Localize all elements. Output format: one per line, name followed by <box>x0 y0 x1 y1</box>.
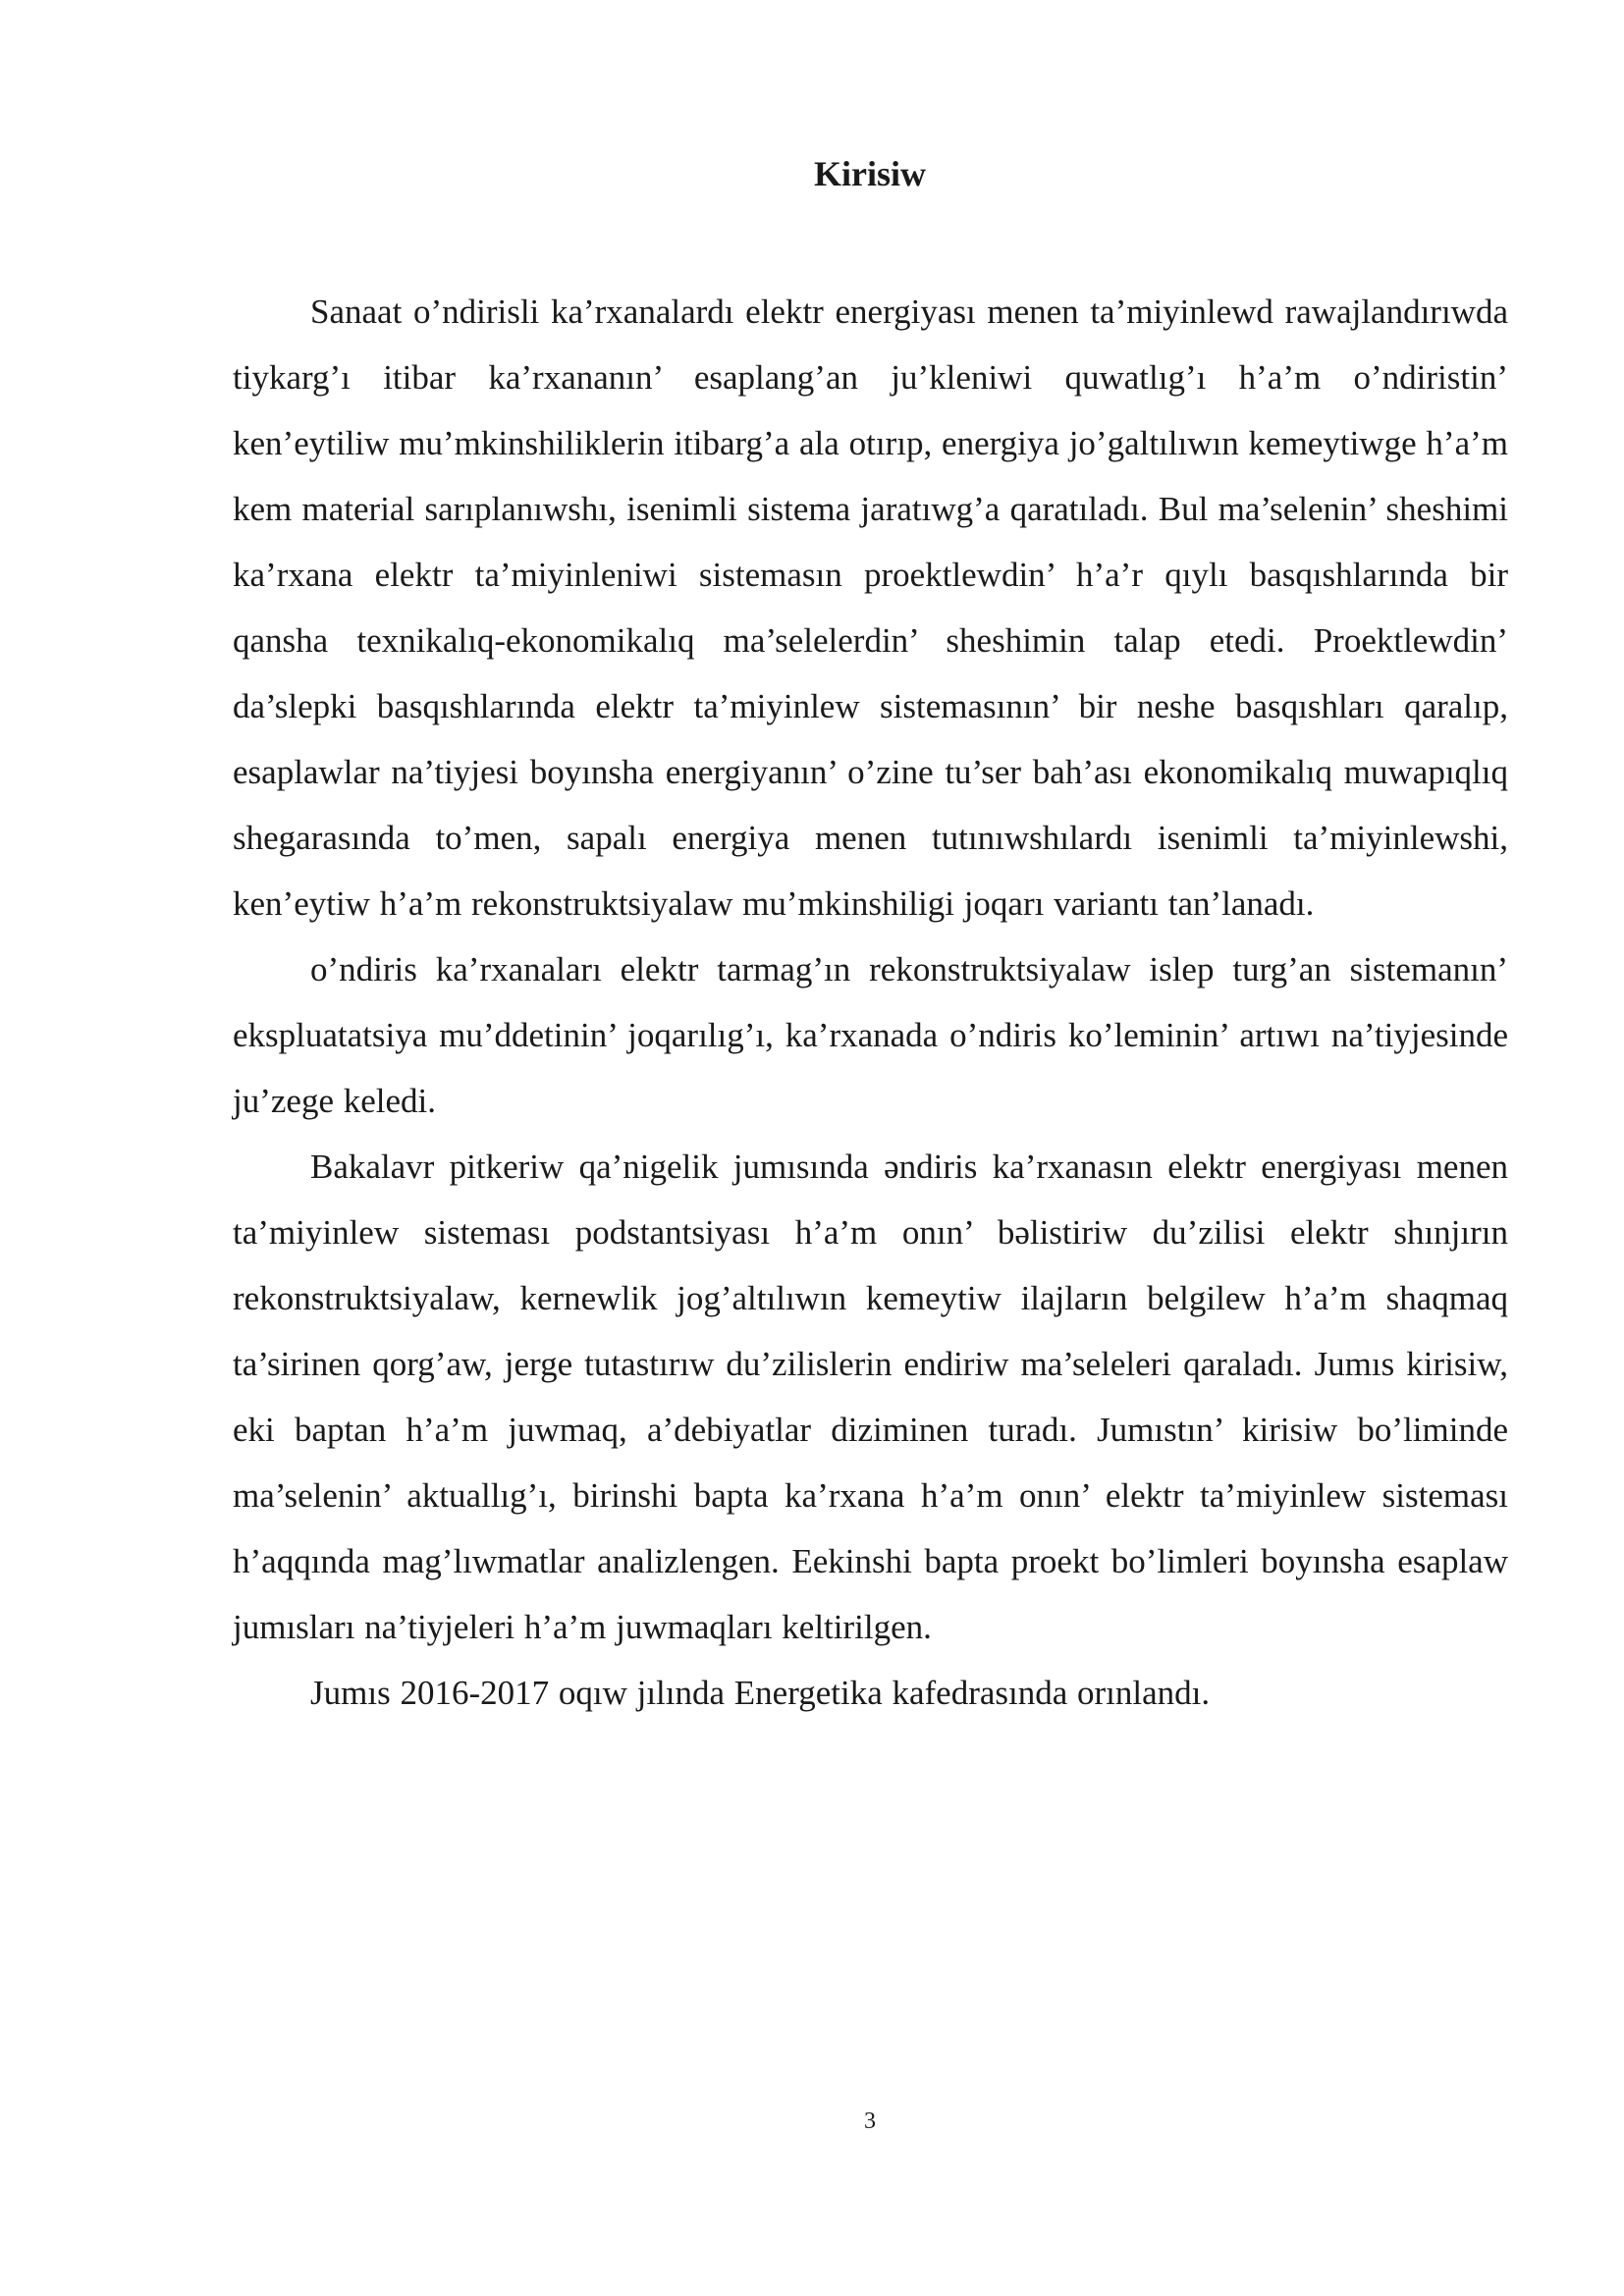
page-title: Kirisiw <box>814 154 926 193</box>
paragraph-3: Bakalavr pitkeriw qa’nigelik jumısında əndiris ka’rxanasın elektr energiyası menen ta’miyinlew sisteması podstantsiyası h’a’m onın’ bəlistiriw du’zilisi elektr shınjırın rekonstruktsiyalaw, kernewlik jog’altılıwın kemeytiw ilajların belgilew h’a’m shaqmaq ta’sirinen qorg’aw, jerge tutastırıw du’zilislerin endiriw ma’seleleri qaraladı. Jumıs kirisiw, eki baptan h’a’m juwmaq, a’debiyatlar diziminen turadı. Jumıstın’ kirisiw bo’liminde ma’selenin’ aktuallıg’ı, birinshi bapta ka’rxana h’a’m onın’ elektr ta’miyinlew sisteması h’aqqında mag’lıwmatlar analizlengen. Eekinshi bapta proekt bo’limleri boyınsha esaplaw jumısları na’tiyjeleri h’a’m juwmaqları keltirilgen. <box>233 1148 1508 1646</box>
document-body <box>233 279 1508 1726</box>
page-number: 3 <box>864 2109 876 2134</box>
paragraph-1: Sanaat o’ndirisli ka’rxanalardı elektr energiyası menen ta’miyinlewd rawajlandırıwda tiykarg’ı itibar ka’rxananın’ esaplang’an ju’kleniwi quwatlıg’ı h’a’m o’ndiristin’ ken’eytiliw mu’mkinshiliklerin itibarg’a ala otırıp, energiya jo’galtılıwın kemeytiwge h’a’m kem material sarıplanıwshı, isenimli sistema jaratıwg’a qaratıladı. Bul ma’selenin’ sheshimi ka’rxana elektr ta’miyinleniwi sistemasın proektlewdin’ h’a’r qıylı basqıshlarında bir qansha texnikalıq-ekonomikalıq ma’selelerdin’ sheshimin talap etedi. Proektlewdin’ da’slepki basqıshlarında elektr ta’miyinlew sistemasının’ bir neshe basqıshları qaralıp, esaplawlar na’tiyjesi boyınsha energiyanın’ o’zine tu’ser bah’ası ekonomikalıq muwapıqlıq shegarasında to’men, sapalı energiya menen tutınıwshılardı isenimli ta’miyinlewshi, ken’eytiw h’a’m rekonstruktsiyalaw mu’mkinshiligi joqarı variantı tan’lanadı. <box>233 293 1508 923</box>
paragraph-4: Jumıs 2016-2017 oqıw jılında Energetika kafedrasında orınlandı. <box>310 1674 1211 1712</box>
paragraph-2: o’ndiris ka’rxanaları elektr tarmag’ın rekonstruktsiyalaw islep turg’an sistemanın’ ekspluatatsiya mu’ddetinin’ joqarılıg’ı, ka’rxanada o’ndiris ko’leminin’ artıwı na’tiyjesinde ju’zege keledi. <box>233 950 1508 1120</box>
